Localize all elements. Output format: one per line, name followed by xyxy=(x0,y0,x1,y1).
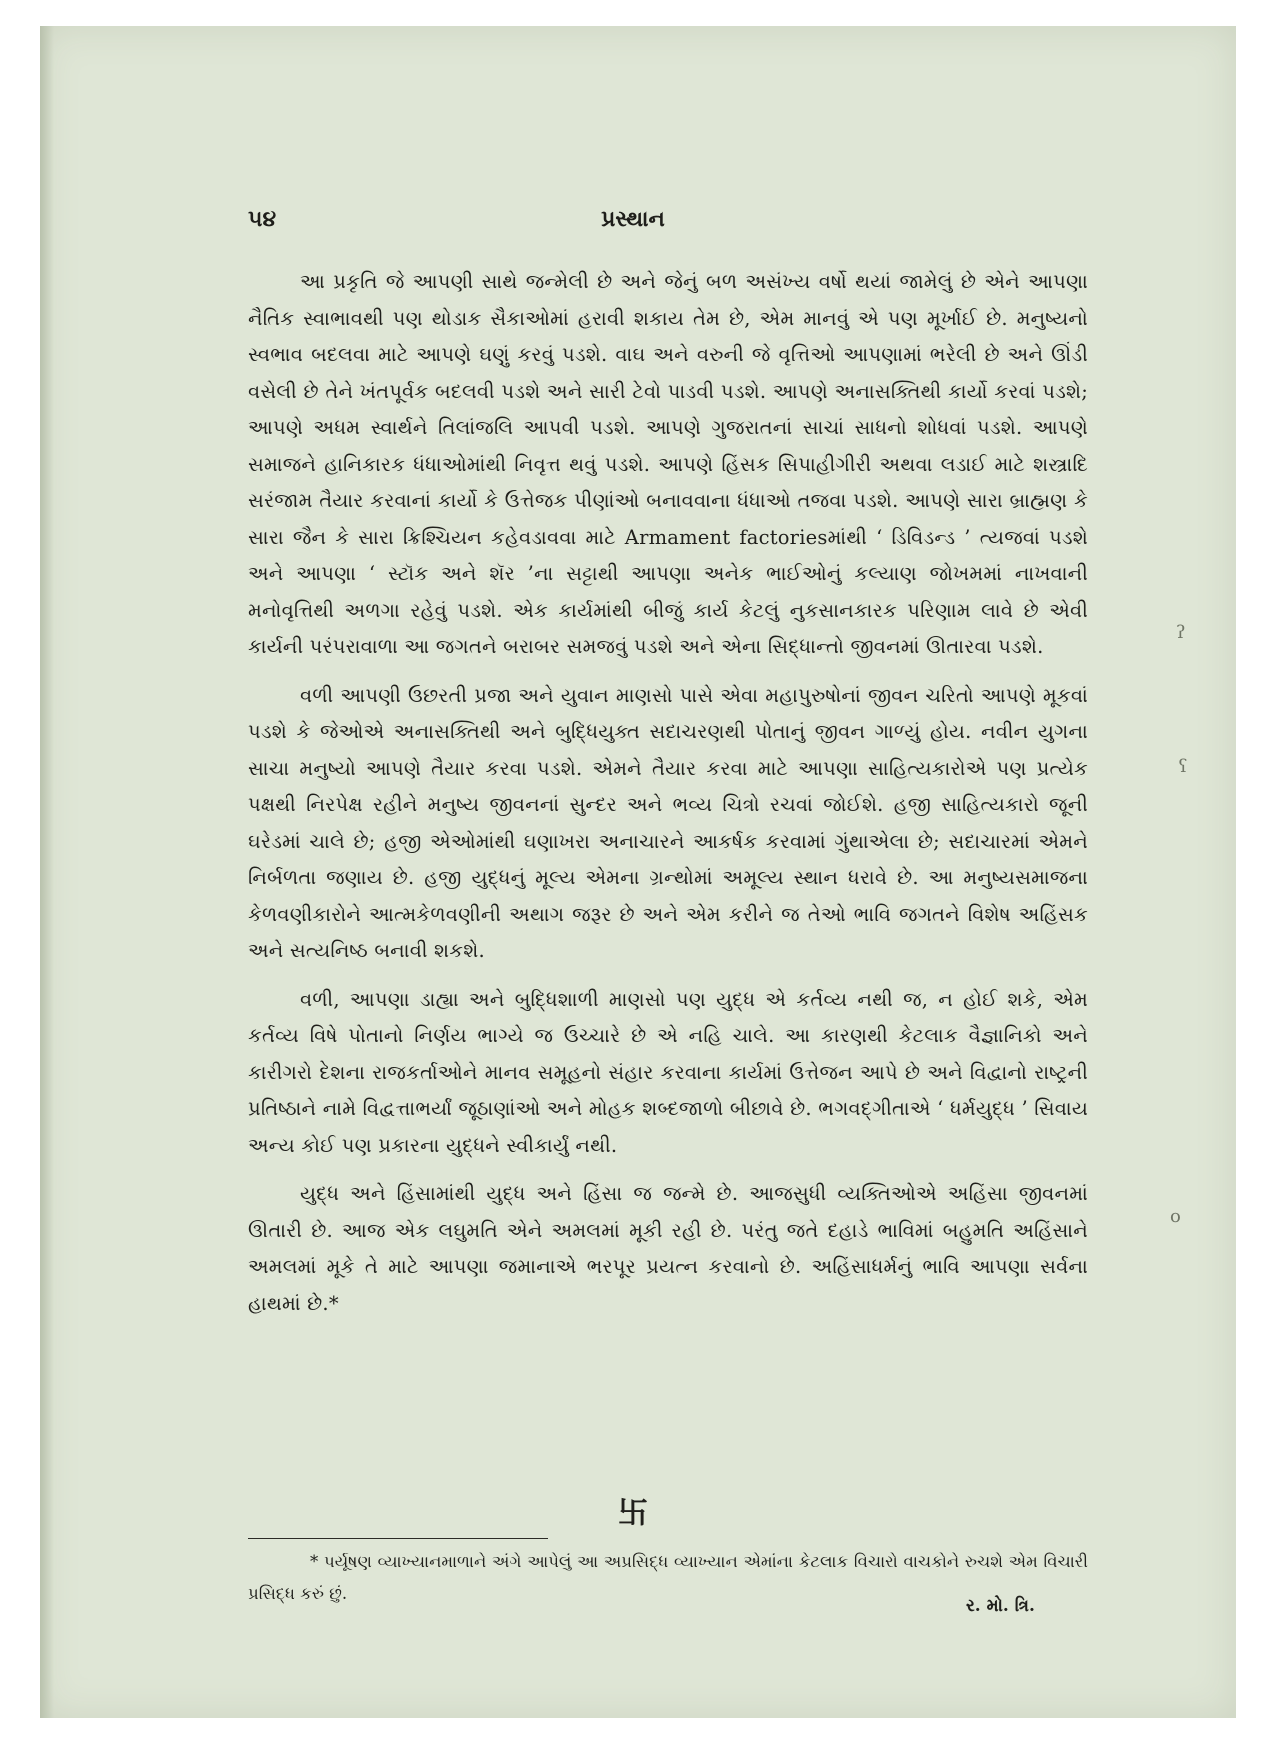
body-text xyxy=(248,264,1088,1334)
footnote-rule xyxy=(248,1538,548,1539)
running-head-title: પ્રસ્થાન xyxy=(601,206,665,232)
page-edge-shadow xyxy=(40,26,54,1718)
paragraph-1: આ પ્રકૃતિ જે આપણી સાથે જન્મેલી છે અને જેનું બળ અસંખ્ય વર્ષો થયાં જામેલું છે એને આપણા નૈતિક સ્વાભાવથી પણ થોડાક સૈકાઓમાં હરાવી શકાય તેમ છે, એમ માનવું એ પણ મૂર્ખાઈ છે. મનુષ્યનો સ્વભાવ બદલવા માટે આપણે ઘણું કરવું પડશે. વાઘ અને વરુની જે વૃત્તિઓ આપણામાં ભરેલી છે અને ઊંડી વસેલી છે તેને ખંતપૂર્વક બદલવી પડશે અને સારી ટેવો પાડવી પડશે. આપણે અનાસક્તિથી કાર્યો કરવાં પડશે; આપણે અધમ સ્વાર્થને તિલાંજલિ આપવી પડશે. આપણે ગુજરાતનાં સાચાં સાધનો શોધવાં પડશે. આપણે સમાજને હાનિકારક ધંધાઓમાંથી નિવૃત્ત થવું પડશે. આપણે હિંસક સિપાહીગીરી અથવા લડાઈ માટે શસ્ત્રાદિ સરંજામ તૈયાર કરવાનાં કાર્યો કે ઉત્તેજક પીણાંઓ બનાવવાના ધંધાઓ તજવા પડશે. આપણે સારા બ્રાહ્મણ કે સારા જૈન કે સારા ક્રિશ્ચિયન કહેવડાવવા માટે Armament factoriesમાંથી ‘ ડિવિડન્ડ ’ ત્યજવાં પડશે અને આપણા ‘ સ્ટૉક અને શૅર ’ના સટ્ટાથી આપણા અનેક ભાઈઓનું કલ્યાણ જોખમમાં નાખવાની મનોવૃત્તિથી અળગા રહેવું પડશે. એક કાર્યમાંથી બીજું કાર્ય કેટલું નુકસાનકારક પરિણામ લાવે છે એવી કાર્યની પરંપરાવાળા આ જગતને બરાબર સમજવું પડશે અને એના સિદ્ધાન્તો જીવનમાં ઊતારવા પડશે. xyxy=(248,270,1088,658)
margin-mark: o xyxy=(1170,1206,1181,1227)
margin-mark: ʔ xyxy=(1176,622,1186,643)
footnote: * પર્યૂષણ વ્યાખ્યાનમાળાને અંગે આપેલું આ અપ્રસિદ્ધ વ્યાખ્યાન એમાંના કેટલાક વિચારો વાચકોને રુચશે એમ વિચારી પ્રસિદ્ધ કરું છું. xyxy=(248,1552,1088,1603)
footnote-signature: ર. મો. ત્રિ. xyxy=(966,1596,1035,1616)
paragraph-4: યુદ્ધ અને હિંસામાંથી યુદ્ધ અને હિંસા જ જન્મે છે. આજસુધી વ્યક્તિઓએ અહિંસા જીવનમાં ઊતારી છે. આજ એક લઘુમતિ એને અમલમાં મૂકી રહી છે. પરંતુ જતે દહાડે ભાવિમાં બહુમતિ અહિંસાને અમલમાં મૂકે તે માટે આપણા જમાનાએ ભરપૂર પ્રયત્ન કરવાનો છે. અહિંસાધર્મનું ભાવિ આપણા સર્વના હાથમાં છે.* xyxy=(248,1182,1088,1315)
page-number: ૫૪ xyxy=(248,206,277,232)
paragraph-3: વળી, આપણા ડાહ્યા અને બુદ્ધિશાળી માણસો પણ યુદ્ધ એ કર્તવ્ય નથી જ, ન હોઈ શકે, એમ કર્તવ્ય વિષે પોતાનો નિર્ણય ભાગ્યે જ ઉચ્ચારે છે એ નહિ ચાલે. આ કારણથી કેટલાક વૈજ્ઞાનિકો અને કારીગરો દેશના રાજકર્તાઓને માનવ સમૂહનો સંહાર કરવાના કાર્યમાં ઉત્તેજન આપે છે અને વિદ્વાનો રાષ્ટ્રની પ્રતિષ્ઠાને નામે વિદ્વત્તાભર્યાં જૂઠાણાંઓ અને મોહક શબ્દજાળો બીછાવે છે. ભગવદ્ગીતાએ ‘ ધર્મયુદ્ધ ’ સિવાય અન્ય કોઈ પણ પ્રકારના યુદ્ધને સ્વીકાર્યું નથી. xyxy=(248,987,1088,1157)
swastika-ornament-icon: 卐 xyxy=(618,1496,648,1531)
margin-mark: ʕ xyxy=(1178,756,1188,777)
paragraph-2: વળી આપણી ઉછરતી પ્રજા અને યુવાન માણસો પાસે એવા મહાપુરુષોનાં જીવન ચરિતો આપણે મૂકવાં પડશે કે જેઓએ અનાસક્તિથી અને બુદ્ધિયુક્ત સદાચરણથી પોતાનું જીવન ગાળ્યું હોય. નવીન યુગના સાચા મનુષ્યો આપણે તૈયાર કરવા પડશે. એમને તૈયાર કરવા માટે આપણા સાહિત્યકારોએ પણ પ્રત્યેક પક્ષથી નિરપેક્ષ રહીને મનુષ્ય જીવનનાં સુન્દર અને ભવ્ય ચિત્રો રચવાં જોઈશે. હજી સાહિત્યકારો જૂની ઘરેડમાં ચાલે છે; હજી એઓમાંથી ઘણાખરા અનાચારને આકર્ષક કરવામાં ગુંથાએલા છે; સદાચારમાં એમને નિર્બળતા જણાય છે. હજી યુદ્ધનું મૂલ્ય એમના ગ્રન્થોમાં અમૂલ્ય સ્થાન ધરાવે છે. આ મનુષ્યસમાજના કેળવણીકારોને આત્મકેળવણીની અથાગ જરૂર છે અને એમ કરીને જ તેઓ ભાવિ જગતને વિશેષ અહિંસક અને સત્યનિષ્ઠ બનાવી શકશે. xyxy=(248,683,1088,962)
